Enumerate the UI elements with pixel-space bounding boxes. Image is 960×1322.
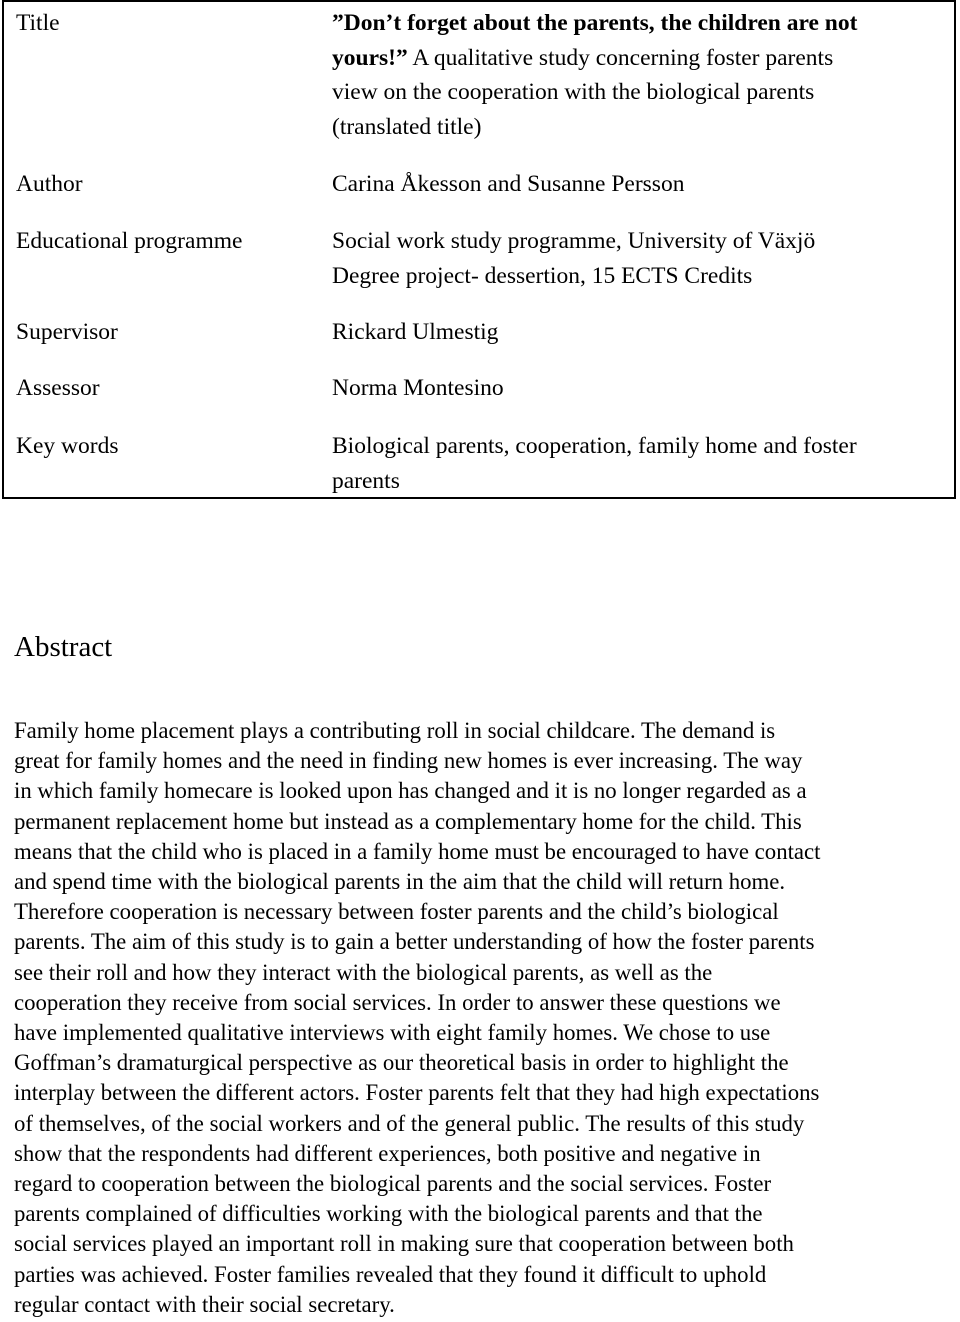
abstract-line: show that the respondents had different experiences, both positive and negative in — [14, 1140, 761, 1166]
assessor-value — [332, 371, 942, 406]
title-line-2 — [332, 41, 942, 76]
metadata-table — [2, 0, 956, 499]
abstract-line: Therefore cooperation is necessary between foster parents and the child’s biological — [14, 899, 779, 925]
abstract-line: Goffman’s dramaturgical perspective as our theoretical basis in order to highlight the — [14, 1050, 789, 1076]
key-words-value — [332, 429, 942, 498]
title-bold-line-2: yours!” — [332, 44, 408, 71]
abstract-heading: Abstract — [14, 631, 113, 663]
abstract-line: parties was achieved. Foster families revealed that they found it difficult to uphold — [14, 1261, 767, 1287]
abstract-line: permanent replacement home but instead as a complementary home for the child. This — [14, 808, 802, 834]
author-label: Author — [16, 171, 83, 197]
abstract-line: social services played an important roll in making sure that cooperation between both — [14, 1231, 794, 1257]
title-rest-line-1: A qualitative study concerning foster parents — [407, 44, 834, 71]
educational-programme-label: Educational programme — [16, 228, 243, 254]
author-value — [332, 167, 942, 202]
key-words-line-2: parents — [332, 467, 400, 494]
educational-programme-value — [332, 224, 942, 293]
title-bold-line-1: ”Don’t forget about the parents, the children are not — [332, 10, 858, 36]
assessor-label: Assessor — [16, 375, 100, 401]
title-label: Title — [16, 10, 60, 36]
abstract-line: regard to cooperation between the biological parents and the social services. Foster — [14, 1171, 772, 1197]
abstract-line: parents complained of difficulties working with the biological parents and that the — [14, 1201, 763, 1227]
abstract-line: parents. The aim of this study is to gain a better understanding of how the foster parents — [14, 929, 815, 955]
abstract-line: Family home placement plays a contributing roll in social childcare. The demand is — [14, 718, 776, 743]
abstract-line: see their roll and how they interact with the biological parents, as well as the — [14, 959, 713, 985]
key-words-label: Key words — [16, 433, 119, 459]
abstract-body — [14, 716, 949, 1320]
educational-programme-line-2: Degree project- dessertion, 15 ECTS Credits — [332, 262, 753, 289]
abstract-line: regular contact with their social secretary. — [14, 1291, 395, 1317]
supervisor-value — [332, 315, 942, 350]
supervisor-name: Rickard Ulmestig — [332, 319, 499, 345]
abstract-line: and spend time with the biological parents in the aim that the child will return home. — [14, 869, 786, 895]
abstract-line: in which family homecare is looked upon has changed and it is no longer regarded as a — [14, 778, 807, 804]
title-rest-line-3: (translated title) — [332, 113, 482, 140]
supervisor-label: Supervisor — [16, 319, 118, 345]
abstract-line: great for family homes and the need in finding new homes is ever increasing. The way — [14, 748, 803, 774]
abstract-line: of themselves, of the social workers and of the general public. The results of this study — [14, 1110, 805, 1136]
abstract-line: means that the child who is placed in a family home must be encouraged to have contact — [14, 838, 821, 864]
abstract-line: have implemented qualitative interviews with eight family homes. We chose to use — [14, 1020, 771, 1046]
title-rest-line-2: view on the cooperation with the biological parents — [332, 79, 815, 105]
key-words-line-1: Biological parents, cooperation, family home and foster — [332, 433, 857, 459]
abstract-line: interplay between the different actors. Foster parents felt that they had high expectations — [14, 1080, 820, 1106]
author-name: Carina Åkesson and Susanne Persson — [332, 171, 685, 197]
abstract-line: cooperation they receive from social services. In order to answer these questions we — [14, 989, 781, 1015]
assessor-name: Norma Montesino — [332, 375, 504, 401]
title-value — [332, 6, 942, 144]
educational-programme-line-1: Social work study programme, University of Växjö — [332, 228, 816, 254]
